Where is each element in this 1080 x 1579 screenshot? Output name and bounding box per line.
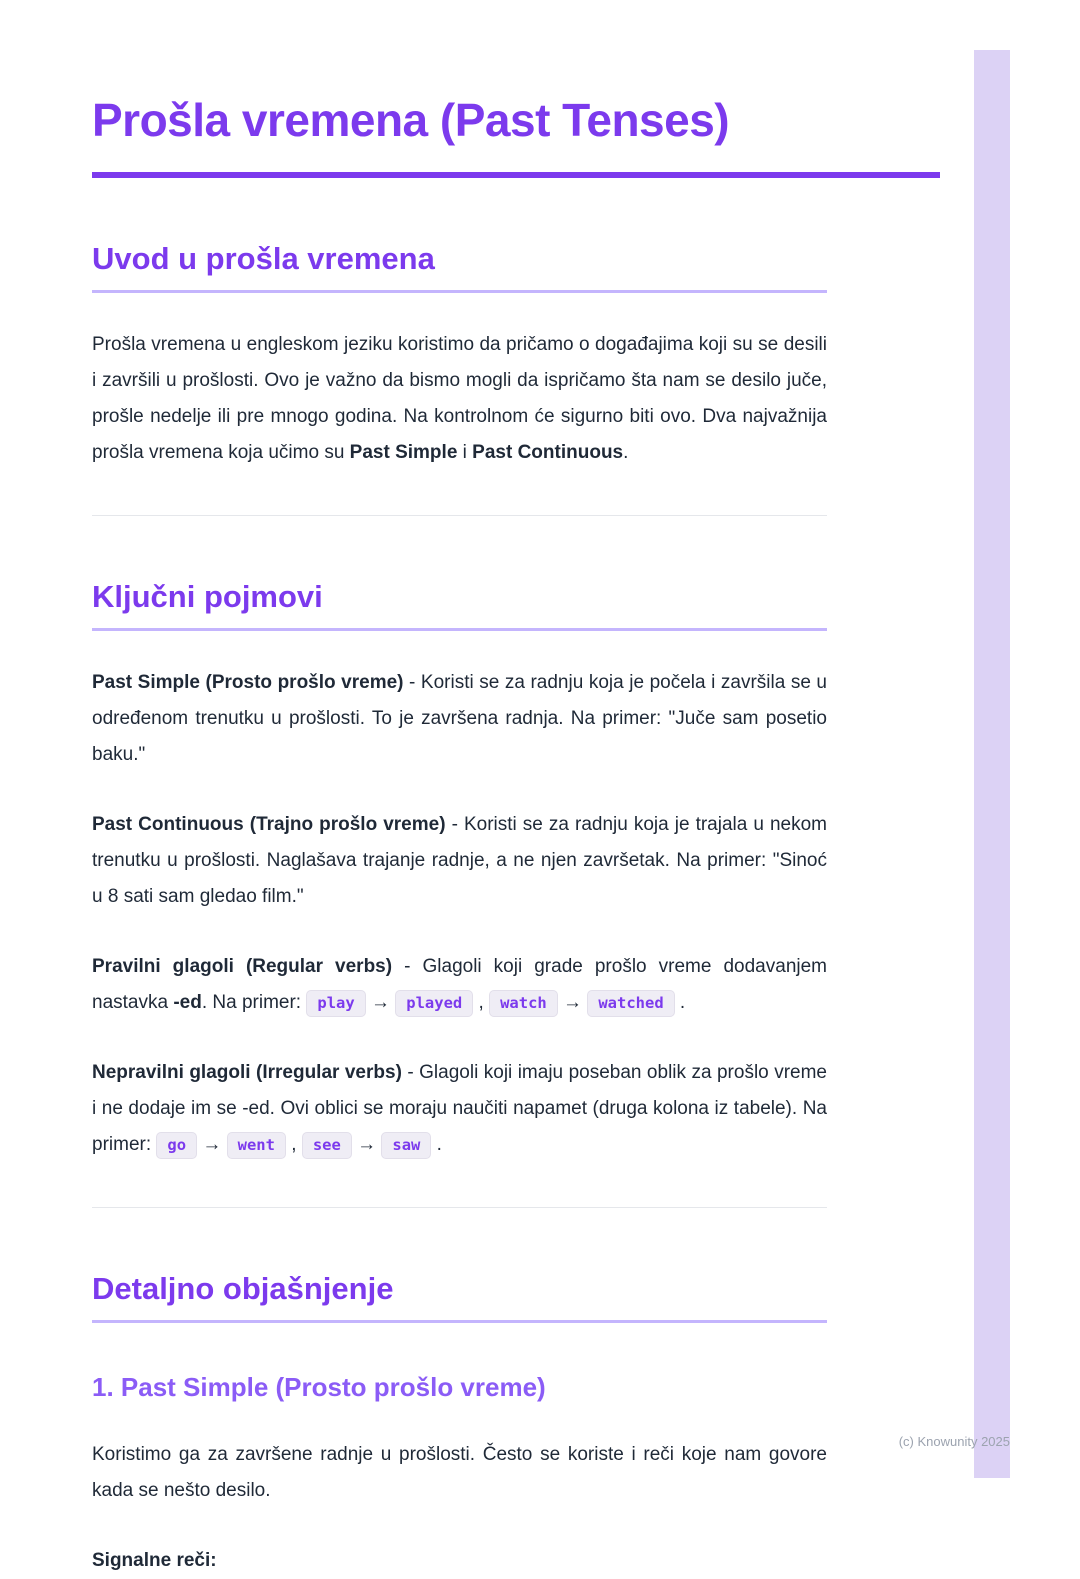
heading-underline (92, 290, 827, 293)
text-segment: -ed (173, 992, 202, 1013)
text-segment: Past Simple (Prosto prošlo vreme) (92, 672, 404, 693)
section-divider (92, 515, 827, 516)
text-segment: - Koristi se za radnju koja je trajala u nekom trenutku u prošlosti. Naglašava trajanje radnje, a ne njen završetak. Na primer: "Sinoć u 8 sati sam gledao film." (92, 814, 827, 907)
section-heading-key-terms: Ključni pojmovi (92, 579, 323, 614)
text-segment: Nepravilni glagoli (Irregular verbs) (92, 1062, 402, 1083)
key-term-paragraph-regular-verbs (92, 949, 827, 1021)
text-segment: → (557, 992, 588, 1013)
code-chip: played (395, 990, 473, 1017)
heading-underline (92, 628, 827, 631)
footer-copyright: (c) Knowunity 2025 (898, 1434, 1010, 1449)
code-chip: saw (381, 1132, 431, 1159)
code-chip: see (302, 1132, 352, 1159)
text-segment: , (473, 992, 490, 1013)
text-segment: - Koristi se za radnju koja je počela i završila se u određenom trenutku u prošlosti. To je završena radnja. Na primer: "Juče sam posetio baku." (92, 672, 827, 765)
code-chip: watch (489, 990, 558, 1017)
signal-words-label: Signalne reči: (92, 1550, 217, 1571)
title-rule (92, 172, 940, 178)
page-title: Prošla vremena (Past Tenses) (92, 94, 730, 146)
section-divider (92, 1207, 827, 1208)
text-segment: - Glagoli koji imaju poseban oblik za prošlo vreme i ne dodaje im se -ed. Ovi oblici se moraju naučiti napamet (druga kolona iz tabele). Na primer: (92, 1062, 827, 1155)
text-segment: Koristimo ga za završene radnje u prošlosti. Često se koriste i reči koje nam govore kada se nešto desilo. (92, 1444, 827, 1501)
text-segment: Past Continuous (Trajno prošlo vreme) (92, 814, 446, 835)
text-segment: . (674, 992, 686, 1013)
code-chip: went (227, 1132, 286, 1159)
key-term-paragraph-past-simple (92, 665, 827, 773)
text-segment: - Glagoli koji grade prošlo vreme dodavanjem nastavka (92, 956, 827, 1013)
intro-paragraph (92, 327, 827, 471)
section-intro (92, 240, 827, 471)
detailed-paragraph (92, 1437, 827, 1509)
text-segment: . (623, 442, 629, 463)
code-chip: watched (587, 990, 674, 1017)
text-segment: Prošla vremena u engleskom jeziku koristimo da pričamo o događajima koji su se desili i završili u prošlosti. Ovo je važno da bismo mogli da ispričamo šta nam se desilo juče, prošle nedelje ili pre mnogo godina. Na kontrolnom će sigurno biti ovo. Dva najvažnija prošla vremena koja učimo su (92, 334, 827, 463)
section-heading-detailed: Detaljno objašnjenje (92, 1271, 394, 1306)
text-segment: → (197, 1134, 227, 1155)
heading-underline (92, 1320, 827, 1323)
text-segment: Past Simple (349, 442, 458, 463)
code-chip: play (306, 990, 365, 1017)
text-segment: Past Continuous (472, 442, 624, 463)
key-term-paragraph-irregular-verbs (92, 1055, 827, 1163)
section-heading-intro: Uvod u prošla vremena (92, 241, 435, 276)
code-chip: go (156, 1132, 197, 1159)
text-segment: → (351, 1134, 382, 1155)
key-term-paragraph-past-continuous (92, 807, 827, 915)
section-detailed (92, 1270, 827, 1579)
section-key-terms (92, 578, 827, 1163)
text-segment: . Na primer: (201, 992, 307, 1013)
text-segment: → (365, 992, 396, 1013)
text-segment: Pravilni glagoli (Regular verbs) (92, 956, 393, 977)
content-area (92, 0, 940, 1579)
side-accent-bar (974, 50, 1010, 1478)
text-segment: , (285, 1134, 302, 1155)
subsection-heading-past-simple: 1. Past Simple (Prosto prošlo vreme) (92, 1372, 546, 1402)
text-segment: i (457, 442, 473, 463)
text-segment: . (431, 1134, 442, 1155)
